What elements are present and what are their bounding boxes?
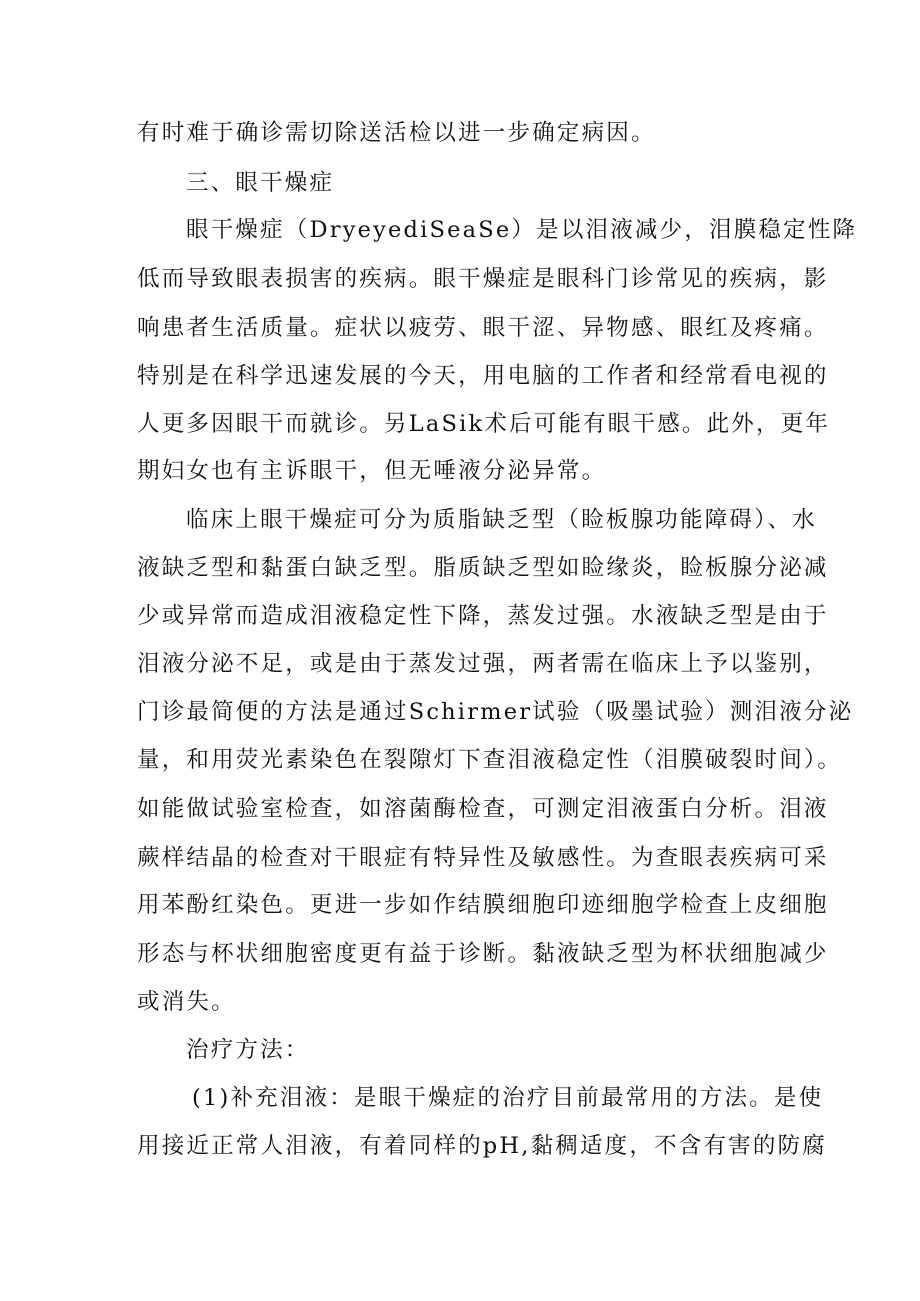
text-line: 泪液分泌不足，或是由于蒸发过强，两者需在临床上予以鉴别， [137, 651, 829, 677]
section-heading: 三、眼干燥症 [186, 170, 335, 196]
text-line: 特别是在科学迅速发展的今天，用电脑的工作者和经常看电视的 [137, 363, 829, 389]
text-line: 少或异常而造成泪液稳定性下降，蒸发过强。水液缺乏型是由于 [137, 603, 829, 629]
text-line: 蕨样结晶的检查对干眼症有特异性及敏感性。为查眼表疾病可采 [137, 845, 829, 871]
text-line: 临床上眼干燥症可分为质脂缺乏型（睑板腺功能障碍）、水 [186, 507, 817, 533]
section-heading: 治疗方法： [186, 1037, 310, 1063]
text-line: 有时难于确诊需切除送活检以进一步确定病因。 [137, 120, 656, 146]
text-line: 眼干燥症（DryeyediSeaSe）是以泪液减少，泪膜稳定性降 [186, 217, 858, 243]
text-line: (1)补充泪液：是眼干燥症的治疗目前最常用的方法。是使 [192, 1085, 824, 1111]
text-line: 用苯酚红染色。更进一步如作结膜细胞印迹细胞学检查上皮细胞 [137, 892, 829, 918]
text-line: 或消失。 [137, 989, 236, 1015]
text-line: 形态与杯状细胞密度更有益于诊断。黏液缺乏型为杯状细胞减少 [137, 941, 829, 967]
text-line: 液缺乏型和黏蛋白缺乏型。脂质缺乏型如睑缘炎，睑板腺分泌减 [137, 555, 829, 581]
text-line: 低而导致眼表损害的疾病。眼干燥症是眼科门诊常见的疾病，影 [137, 266, 829, 292]
text-line: 期妇女也有主诉眼干，但无唾液分泌异常。 [137, 458, 607, 484]
text-line: 如能做试验室检查，如溶菌酶检查，可测定泪液蛋白分析。泪液 [137, 796, 829, 822]
text-line: 门诊最简便的方法是通过Schirmer试验（吸墨试验）测泪液分泌 [137, 699, 854, 725]
text-line: 人更多因眼干而就诊。另LaSik术后可能有眼干感。此外，更年 [137, 411, 831, 437]
text-line: 响患者生活质量。症状以疲劳、眼干涩、异物感、眼红及疼痛。 [137, 315, 829, 341]
text-line: 量，和用荧光素染色在裂隙灯下查泪液稳定性（泪膜破裂时间）。 [137, 747, 843, 773]
text-line: 用接近正常人泪液，有着同样的pH,黏稠适度，不含有害的防腐 [137, 1133, 827, 1159]
